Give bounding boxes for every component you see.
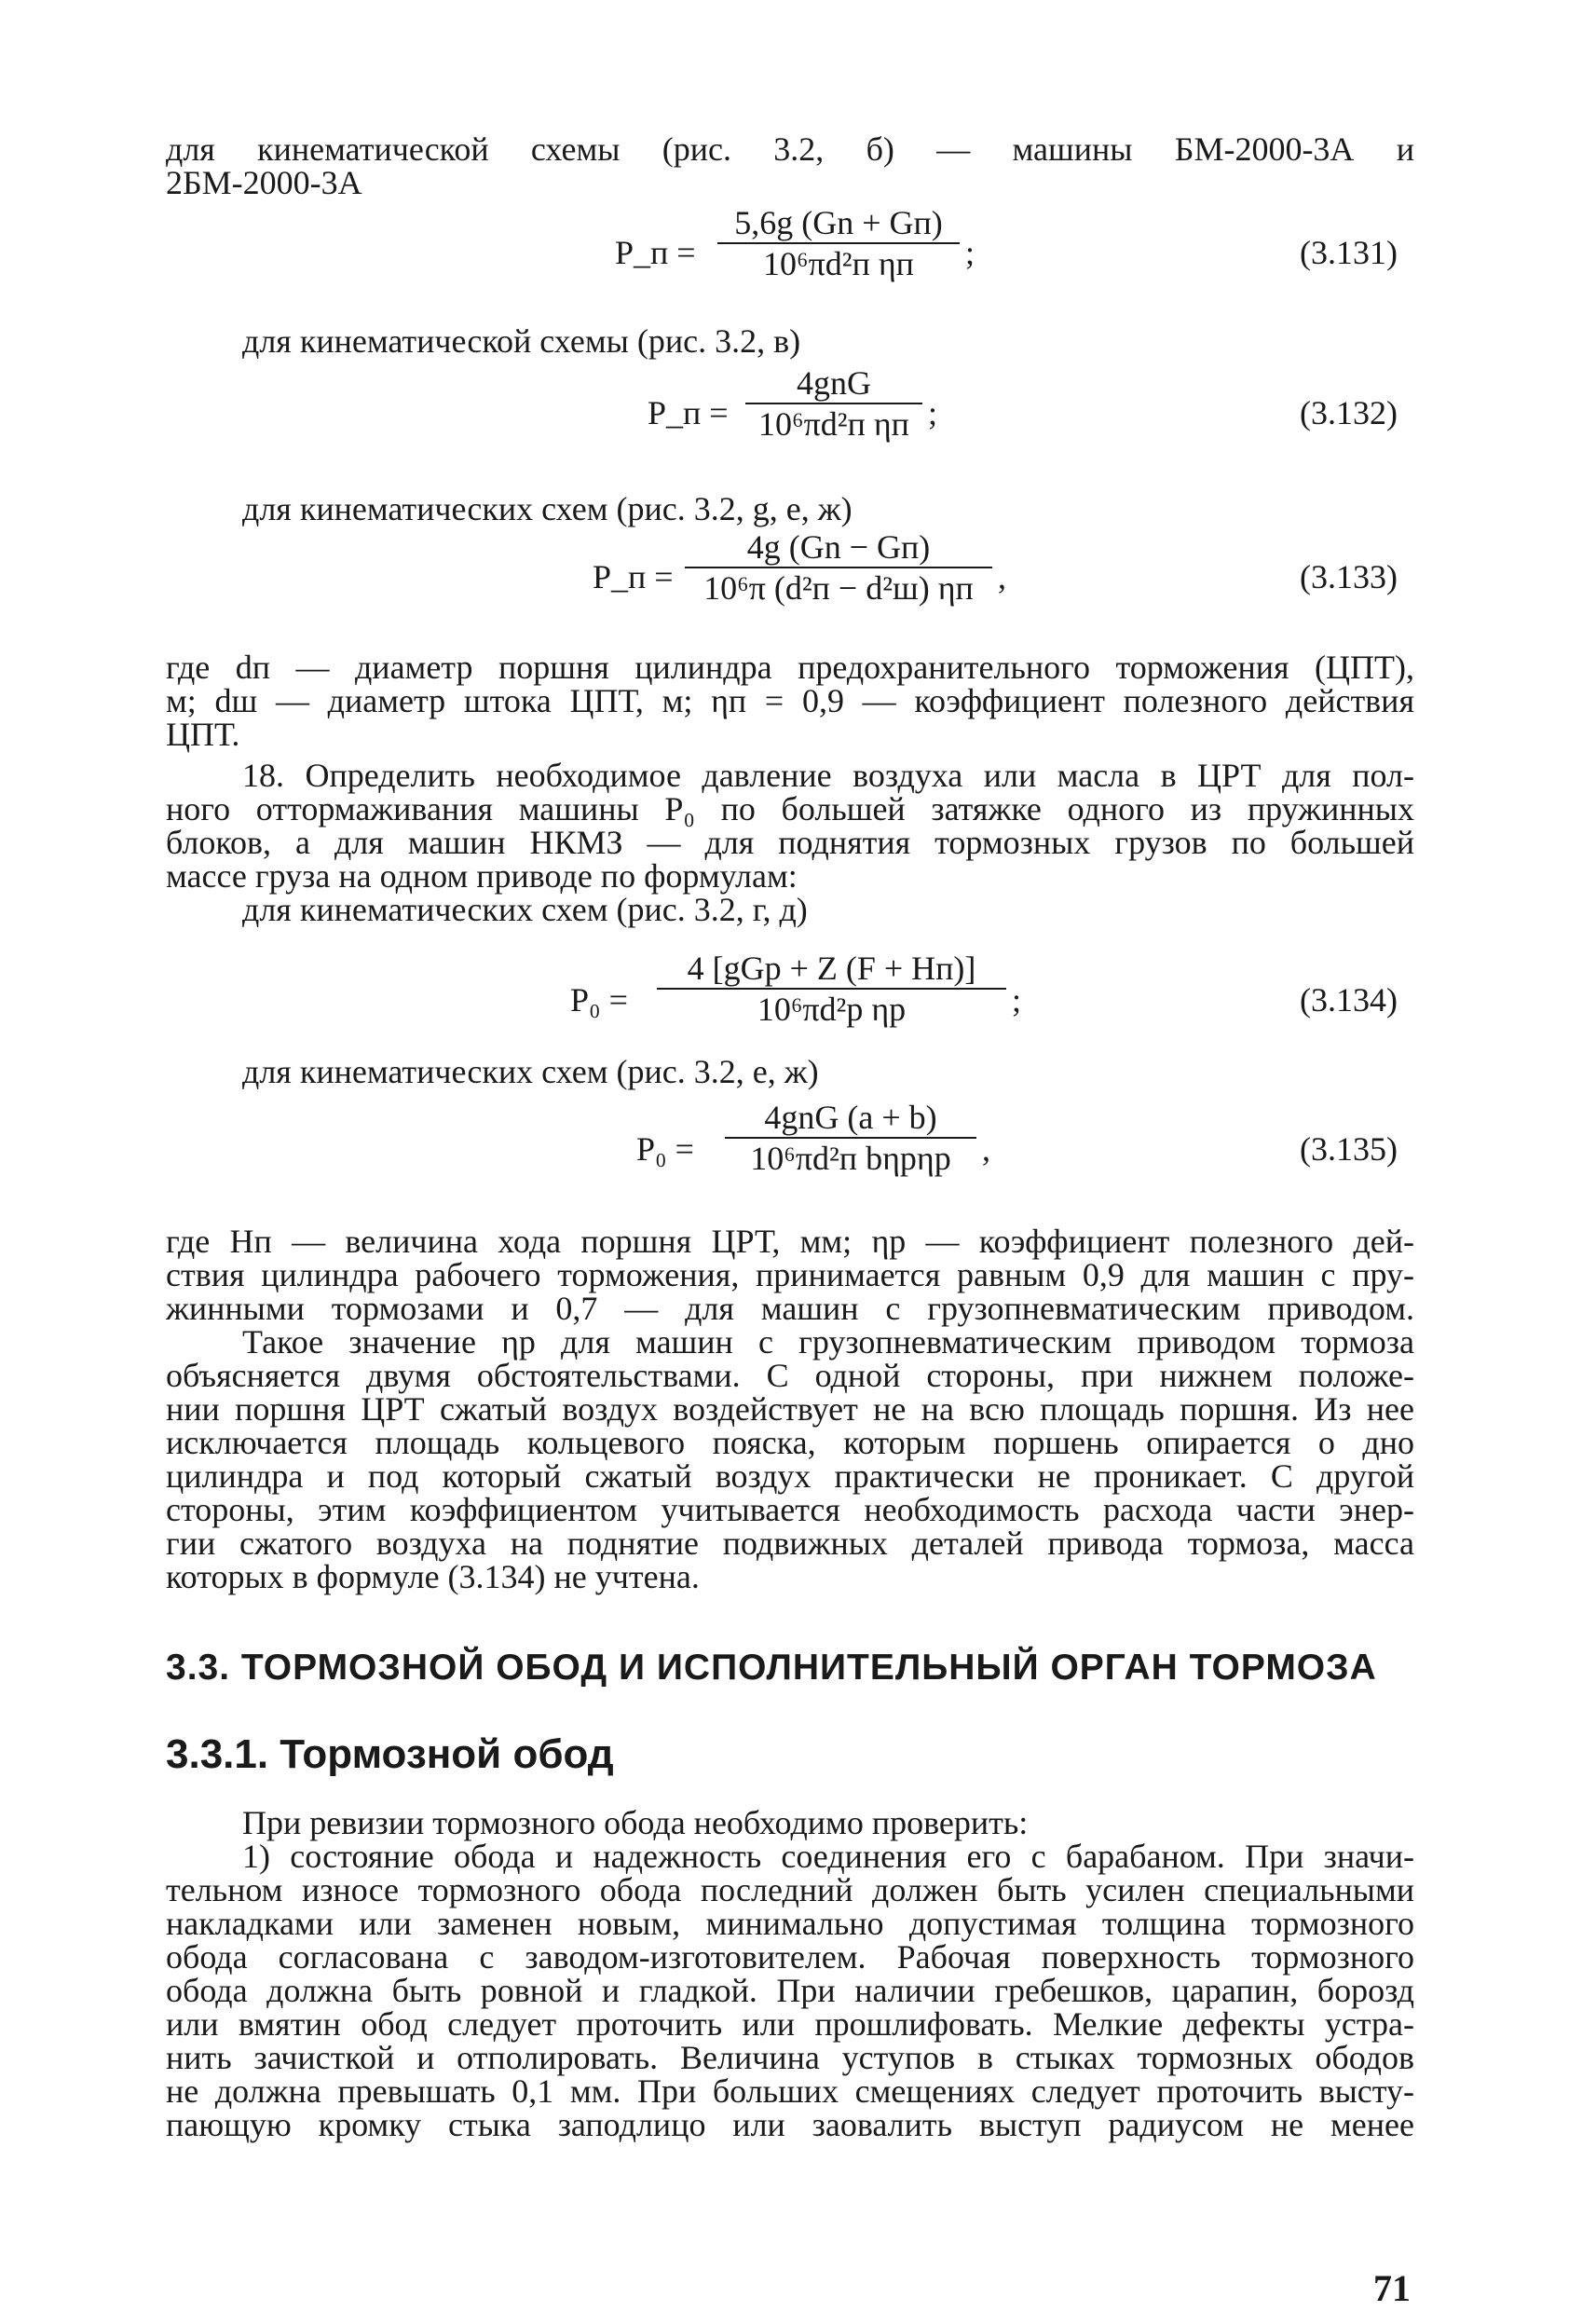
equation-number: (3.135) (1300, 1130, 1398, 1168)
text-line: нии поршня ЦРТ сжатый воздух воздействует не на всю площадь поршня. Из нее (166, 1390, 1414, 1428)
equation-denominator: 10⁶πd²п ηп (717, 242, 960, 283)
text-line: ствия цилиндра рабочего торможения, принимается равным 0,9 для машин с пру- (166, 1256, 1414, 1293)
equation-numerator: 5,6g (Gn + Gп) (734, 204, 943, 241)
text-line: массе груза на одном приводе по формулам: (166, 857, 798, 895)
equation-denominator: 10⁶πd²п ηп (745, 403, 922, 444)
text-line: обода согласована с заводом-изготовителем. Рабочая поверхность тормозного (166, 1938, 1414, 1976)
equation-number: (3.133) (1300, 558, 1398, 595)
text-line: пающую кромку стыка заподлицо или заовалить выступ радиусом не менее (166, 2106, 1414, 2143)
equation-denominator: 10⁶πd²p ηp (657, 988, 1006, 1029)
text-line: ЦПТ. (166, 716, 240, 753)
equation-fraction (657, 949, 1006, 1029)
text-line: накладками или заменен новым, минимально допустимая толщина тормозного (166, 1905, 1414, 1942)
text-line: для кинематической схемы (рис. 3.2, в) (242, 322, 801, 360)
text-line: гии сжатого воздуха на поднятие подвижных деталей привода тормоза, масса (166, 1525, 1414, 1562)
equation-lhs: P_п = (615, 234, 696, 271)
equation-lhs: P_п = (593, 558, 674, 595)
equation-punct: ; (928, 394, 938, 431)
text-line: где dп — диаметр поршня цилиндра предохранительного торможения (ЦПТ), (166, 649, 1414, 686)
equation-numerator: 4 [gGp + Z (F + Hп)] (687, 950, 976, 987)
equation-punct: , (982, 1130, 990, 1168)
equation-lhs: P_п = (648, 394, 729, 431)
text-line: 1) состояние обода и надежность соединения его с барабаном. При значи- (242, 1838, 1414, 1875)
equation-number: (3.131) (1300, 234, 1398, 271)
text-line: ного оттормаживания машины P₀ по большей затяжке одного из пружинных (166, 790, 1414, 827)
text-line: где Hп — величина хода поршня ЦРТ, мм; ηp — коэффициент полезного дей- (166, 1223, 1414, 1260)
text-line: обода должна быть ровной и гладкой. При наличии гребешков, царапин, борозд (166, 1972, 1414, 2009)
equation-punct: ; (1012, 981, 1022, 1019)
text-line: м; dш — диаметр штока ЦПТ, м; ηп = 0,9 — коэффициент полезного действия (166, 682, 1414, 719)
equation-denominator: 10⁶π (d²п − d²ш) ηп (685, 567, 992, 608)
text-line: объясняется двумя обстоятельствами. С одной стороны, при нижнем положе- (166, 1357, 1414, 1394)
text-line: или вмятин обод следует проточить или прошлифовать. Мелкие дефекты устра- (166, 2005, 1414, 2043)
text-line: тельном износе тормозного обода последний должен быть усилен специальными (166, 1871, 1414, 1908)
text-line: не должна превышать 0,1 мм. При больших смещениях следует проточить высту- (166, 2072, 1414, 2110)
equation-fraction (685, 527, 992, 608)
equation-denominator: 10⁶πd²п bηpηp (725, 1137, 976, 1178)
equation-punct: , (998, 558, 1006, 595)
text-line: цилиндра и под который сжатый воздух практически не проникает. С другой (166, 1457, 1414, 1495)
equation-number: (3.134) (1300, 981, 1398, 1019)
text-line: которых в формуле (3.134) не учтена. (166, 1558, 700, 1595)
text-line: для кинематических схем (рис. 3.2, г, д) (242, 891, 808, 928)
page-number: 71 (1373, 2267, 1411, 2309)
equation-punct: ; (965, 234, 975, 271)
text-line: нить зачисткой и отполировать. Величина уступов в стыках тормозных ободов (166, 2039, 1414, 2076)
text-line: исключается площадь кольцевого пояска, которым поршень опирается о дно (166, 1424, 1414, 1461)
text-line: При ревизии тормозного обода необходимо проверить: (242, 1804, 1029, 1841)
equation-fraction (745, 363, 922, 444)
equation-lhs: P₀ = (636, 1130, 694, 1168)
equation-numerator: 4gnG (797, 364, 871, 402)
section-heading: 3.3. ТОРМОЗНОЙ ОБОД И ИСПОЛНИТЕЛЬНЫЙ ОРГАН ТОРМОЗА (166, 1648, 1377, 1688)
text-line: блоков, а для машин НКМЗ — для поднятия тормозных грузов по большей (166, 824, 1414, 861)
equation-numerator: 4g (Gn − Gп) (746, 528, 931, 566)
text-line: для кинематических схем (рис. 3.2, е, ж) (242, 1053, 819, 1090)
equation-number: (3.132) (1300, 394, 1398, 431)
equation-lhs: P₀ = (570, 981, 628, 1019)
equation-fraction (717, 203, 960, 283)
equation-numerator: 4gnG (a + b) (764, 1099, 937, 1136)
text-line: для кинематической схемы (рис. 3.2, б) — машины БМ-2000-3А и (166, 130, 1414, 168)
equation-fraction (725, 1098, 976, 1178)
text-line: Такое значение ηp для машин с грузопневматическим приводом тормоза (242, 1323, 1414, 1361)
text-line: 18. Определить необходимое давление воздуха или масла в ЦРТ для пол- (242, 757, 1414, 794)
text-line: 2БМ-2000-3А (166, 164, 362, 201)
text-line: жинными тормозами и 0,7 — для машин с грузопневматическим приводом. (166, 1290, 1414, 1327)
subsection-heading: 3.3.1. Тормозной обод (166, 1731, 614, 1777)
text-line: для кинематических схем (рис. 3.2, g, е, ж) (242, 490, 853, 527)
text-line: стороны, этим коэффициентом учитывается необходимость расхода части энер- (166, 1491, 1414, 1528)
